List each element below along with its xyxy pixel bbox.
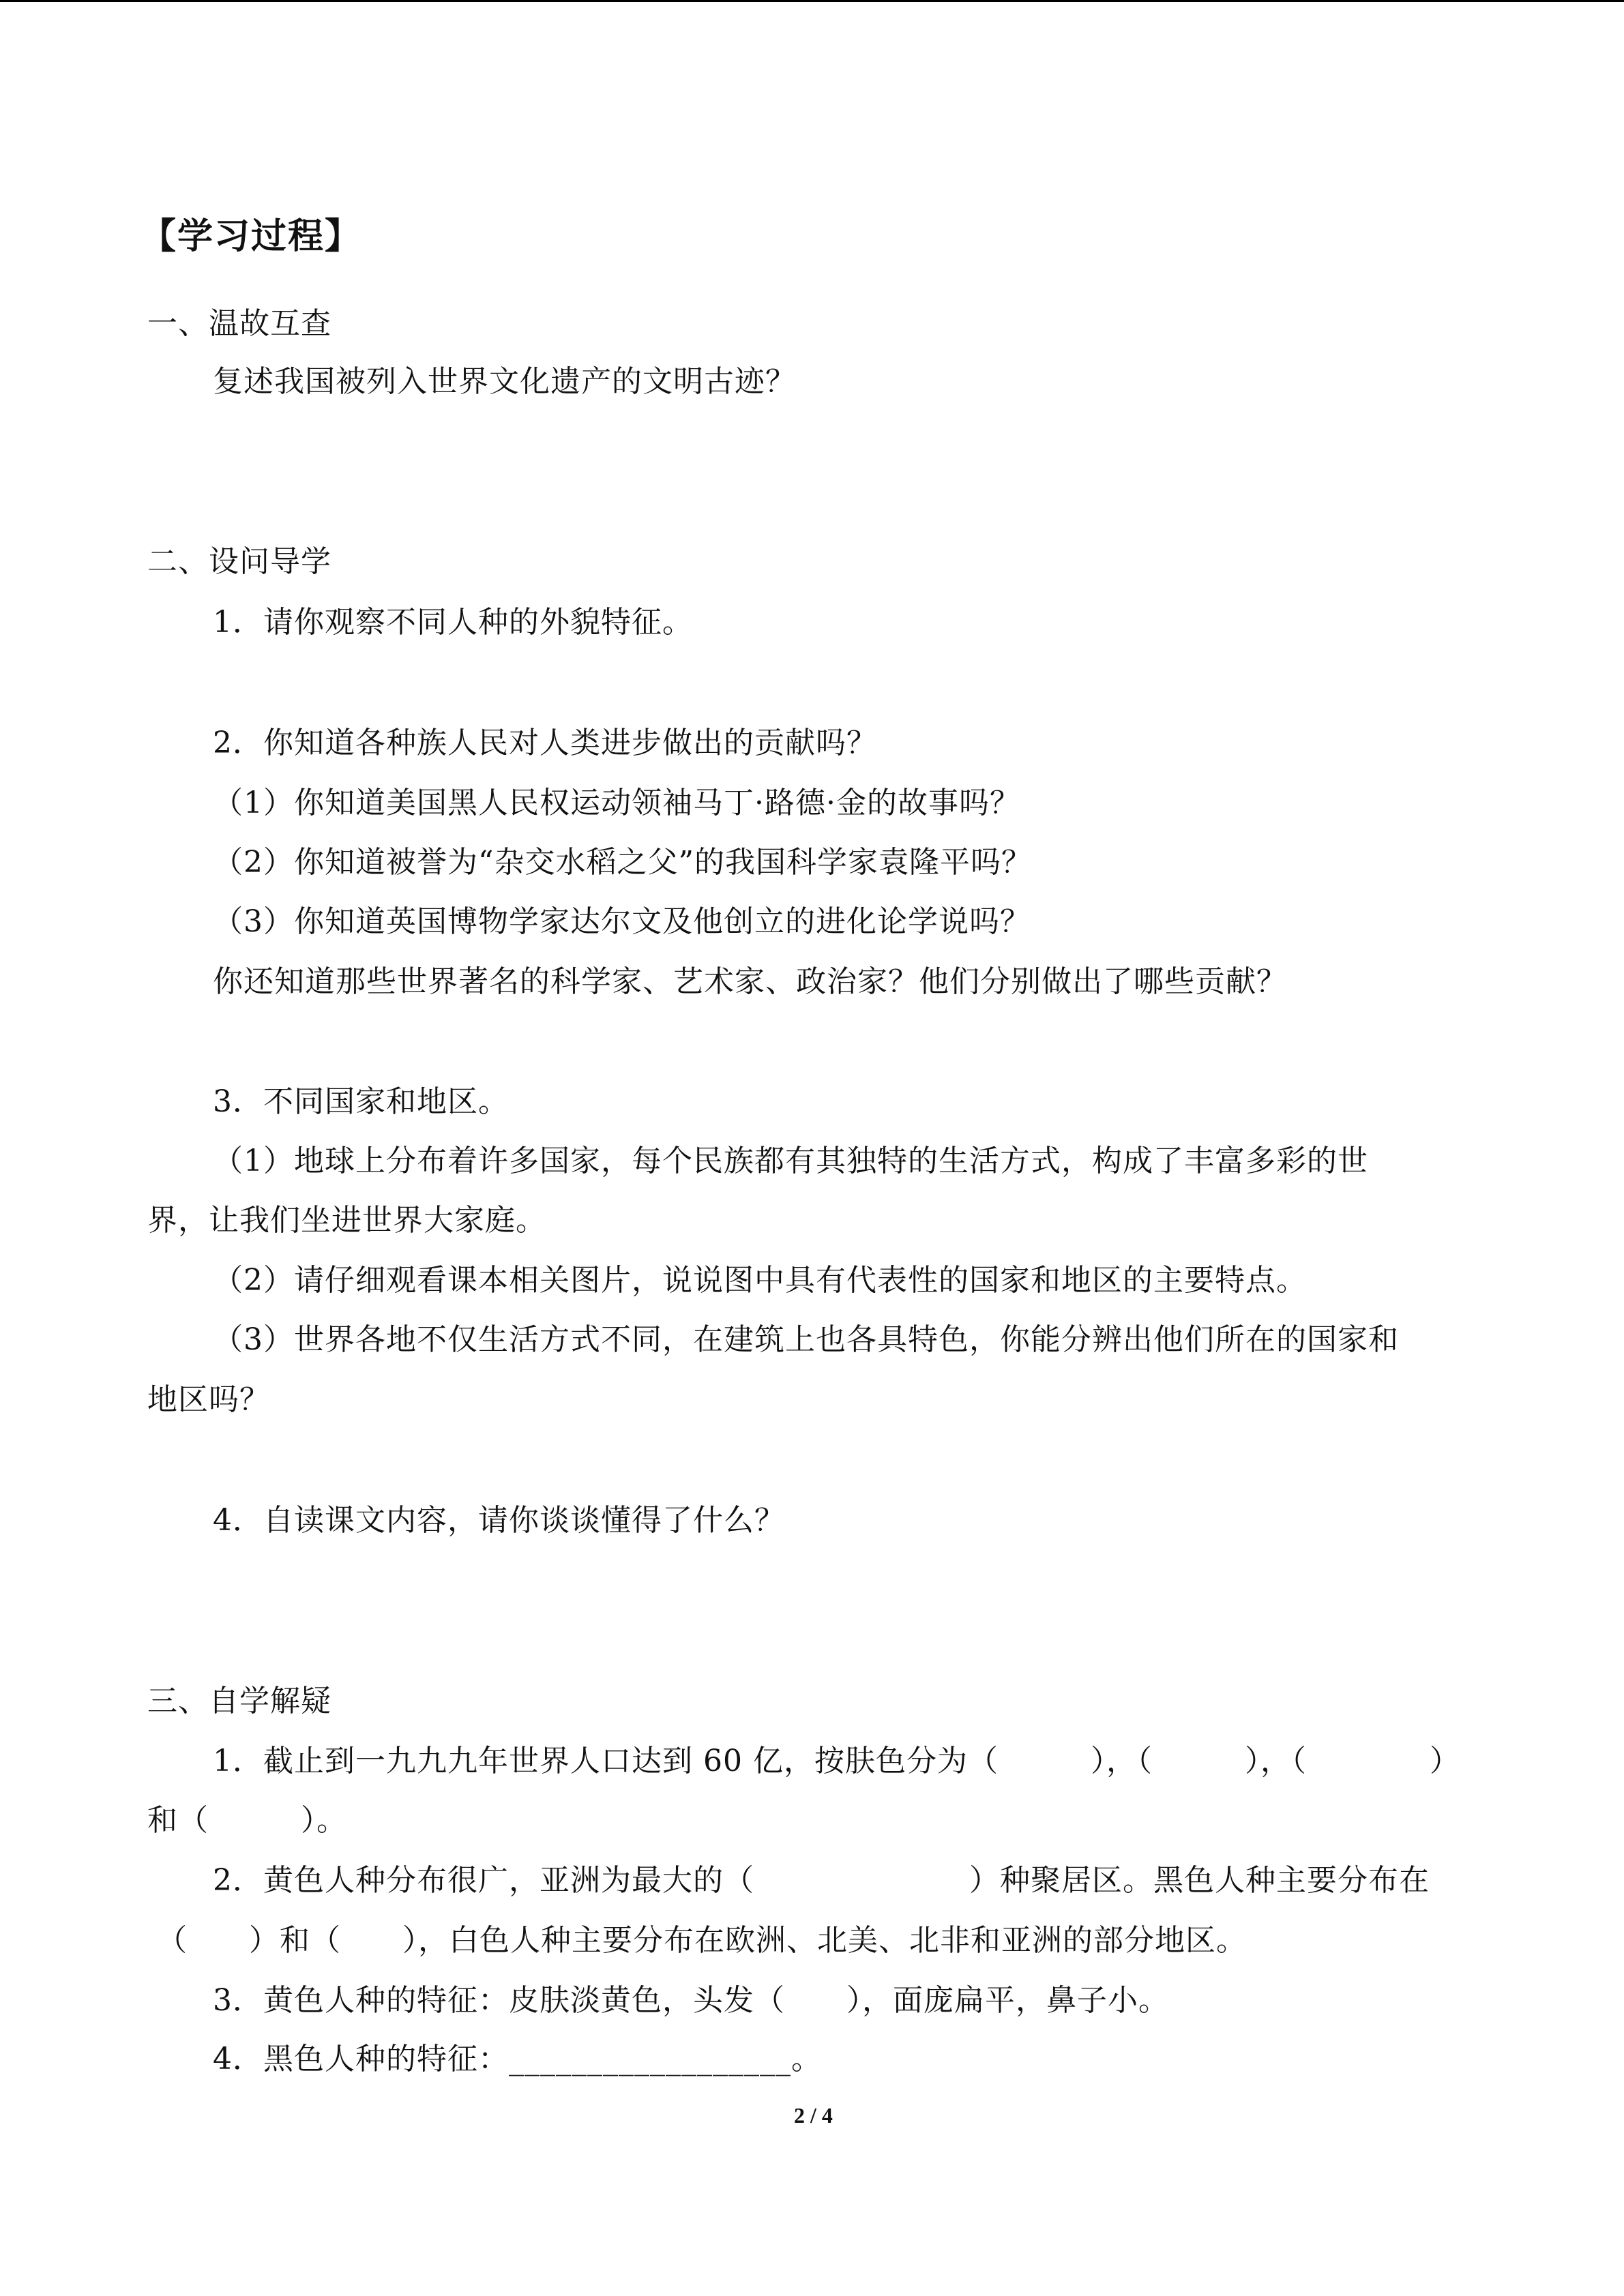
sub-question-text: （3）你知道英国博物学家达尔文及他创立的进化论学说吗？ bbox=[213, 904, 1031, 939]
paragraph-text: （2）请仔细观看课本相关图片，说说图中具有代表性的国家和地区的主要特点。 bbox=[213, 1263, 1307, 1298]
sub-question-text: （2）你知道被誉为“杂交水稻之父”的我国科学家袁隆平吗？ bbox=[213, 845, 1032, 880]
paragraph-text: 地区吗？ bbox=[147, 1382, 270, 1417]
section-title: 一、温故互查 bbox=[147, 306, 331, 341]
question-text: 3．不同国家和地区。 bbox=[213, 1084, 509, 1119]
question-text: 复述我国被列入世界文化遗产的文明古迹？ bbox=[213, 364, 796, 399]
fill-blank-question: 4．黑色人种的特征：__________________。 bbox=[213, 2042, 822, 2076]
page-heading: 【学习过程】 bbox=[141, 216, 362, 257]
fill-blank-question: 2．黄色人种分布很广，亚洲为最大的（ ）种聚居区。黑色人种主要分布在 bbox=[213, 1863, 1430, 1898]
question-text: 2．你知道各种族人民对人类进步做出的贡献吗？ bbox=[213, 726, 877, 760]
paragraph-text: （1）地球上分布着许多国家，每个民族都有其独特的生活方式，构成了丰富多彩的世 bbox=[213, 1144, 1368, 1178]
question-text: 你还知道那些世界著名的科学家、艺术家、政治家？他们分别做出了哪些贡献？ bbox=[213, 964, 1287, 999]
sub-question-text: （1）你知道美国黑人民权运动领袖马丁·路德·金的故事吗？ bbox=[213, 786, 1020, 820]
paragraph-text: （3）世界各地不仅生活方式不同，在建筑上也各具特色，你能分辨出他们所在的国家和 bbox=[213, 1322, 1399, 1357]
section-title: 三、自学解疑 bbox=[147, 1684, 331, 1718]
page-number: 2 / 4 bbox=[794, 2103, 833, 2128]
fill-blank-question: 和（ ）。 bbox=[147, 1803, 347, 1838]
section-title: 二、设问导学 bbox=[147, 544, 331, 579]
question-text: 4．自读课文内容，请你谈谈懂得了什么？ bbox=[213, 1503, 785, 1538]
fill-blank-question: 1．截止到一九九九年世界人口达到 60 亿，按肤色分为（ ），（ ），（ ） bbox=[213, 1744, 1460, 1778]
fill-blank-question: （ ）和（ ），白色人种主要分布在欧洲、北美、北非和亚洲的部分地区。 bbox=[157, 1923, 1247, 1958]
top-border-line bbox=[0, 0, 1624, 2]
question-text: 1．请你观察不同人种的外貌特征。 bbox=[213, 605, 693, 640]
fill-blank-question: 3．黄色人种的特征：皮肤淡黄色，头发（ ），面庞扁平，鼻子小。 bbox=[213, 1983, 1169, 2018]
paragraph-text: 界，让我们坐进世界大家庭。 bbox=[147, 1203, 546, 1238]
